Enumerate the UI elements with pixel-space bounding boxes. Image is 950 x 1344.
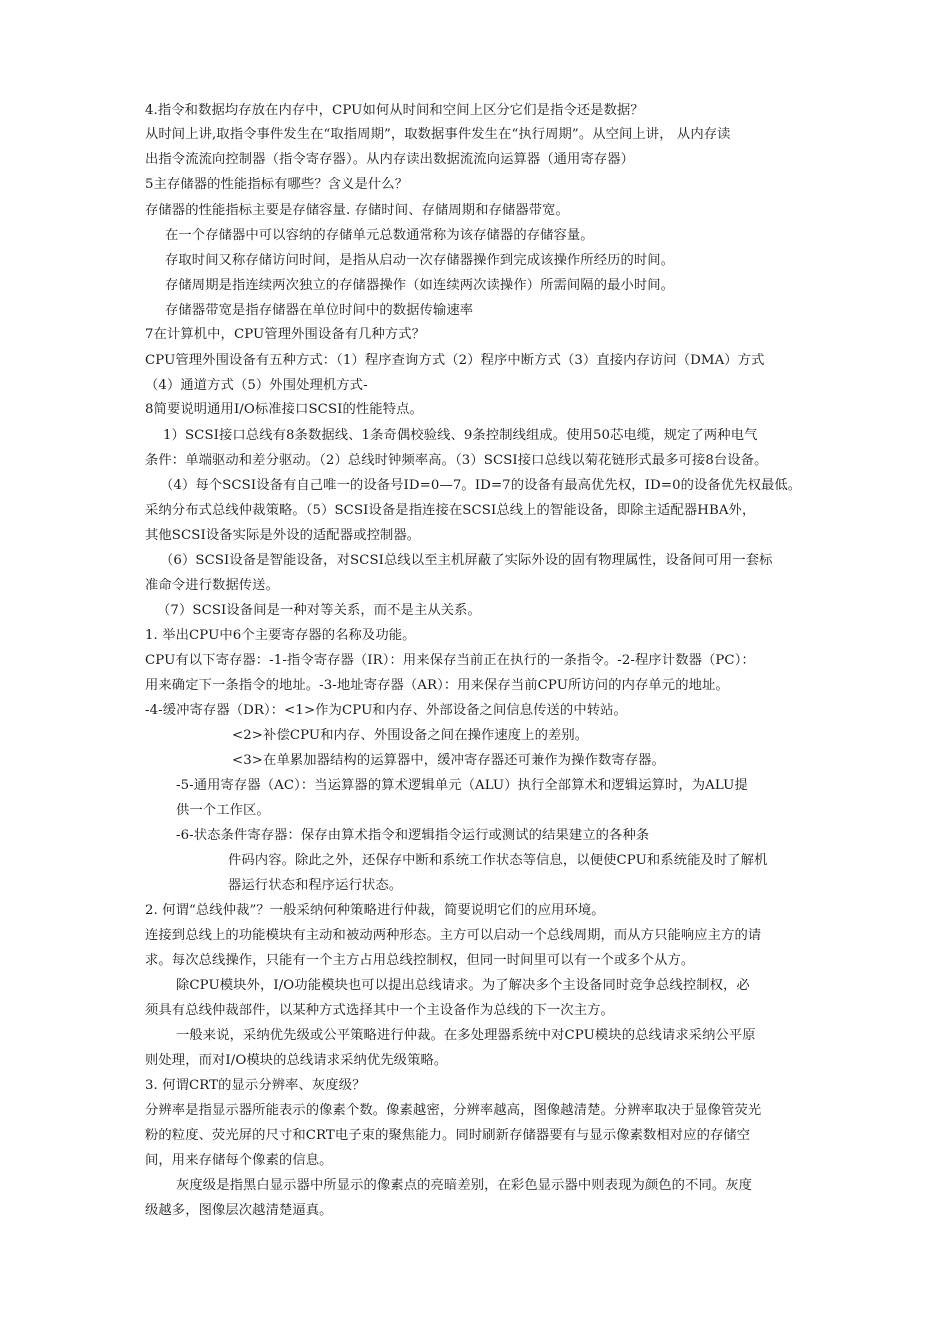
answer-line: -6-状态条件寄存器：保存由算术指令和逻辑指令运行或测试的结果建立的各种条 xyxy=(176,828,650,843)
answer-line: 条件：单端驱动和差分驱动。（2）总线时钟频率高。（3）SCSI接口总线以菊花链形式最多可接8台设备。 xyxy=(145,453,768,468)
answer-line: 分辨率是指显示器所能表示的像素个数。像素越密，分辨率越高，图像越清楚。分辨率取决于显像管荧光 xyxy=(145,1103,762,1118)
answer-line: 其他SCSI设备实际是外设的适配器或控制器。 xyxy=(145,528,421,543)
answer-line: 连接到总线上的功能模块有主动和被动两种形态。主方可以启动一个总线周期，而从方只能响应主方的请 xyxy=(145,928,762,943)
answer-line: -5-通用寄存器（AC）：当运算器的算术逻辑单元（ALU）执行全部算术和逻辑运算时，为ALU提 xyxy=(176,778,748,793)
question-heading-2: 2. 何谓“总线仲裁”？一般采纳何种策略进行仲裁，简要说明它们的应用环境。 xyxy=(145,903,605,918)
answer-line: 器运行状态和程序运行状态。 xyxy=(228,878,403,893)
answer-line: 粉的粒度、荧光屏的尺寸和CRT电子束的聚焦能力。同时刷新存储器要有与显示像素数相对应的存储空 xyxy=(145,1128,751,1143)
answer-line: 求。每次总线操作，只能有一个主方占用总线控制权，但同一时间里可以有一个或多个从方。 xyxy=(145,953,695,968)
answer-line: CPU管理外围设备有五种方式：（1）程序查询方式（2）程序中断方式（3）直接内存访问（DMA）方式 xyxy=(145,353,765,368)
answer-line: 则处理，而对I/O模块的总线请求采纳优先级策略。 xyxy=(145,1053,448,1068)
answer-line: 存储器带宽是指存储器在单位时间中的数据传输速率 xyxy=(165,303,474,318)
answer-line: （4）每个SCSI设备有自己唯一的设备号ID=0—7。ID=7的设备有最高优先权，ID=0的设备优先权最低。 xyxy=(160,478,802,493)
answer-line: 一般来说，采纳优先级或公平策略进行仲裁。在多处理器系统中对CPU模块的总线请求采纳公平原 xyxy=(176,1028,756,1043)
answer-line: （6）SCSI设备是智能设备，对SCSI总线以至主机屏蔽了实际外设的固有物理属性，设备间可用一套标 xyxy=(160,553,773,568)
answer-line: 灰度级是指黑白显示器中所显示的像素点的亮暗差别，在彩色显示器中则表现为颜色的不同。灰度 xyxy=(176,1178,753,1193)
answer-line: 供一个工作区。 xyxy=(176,803,270,818)
answer-line: 1）SCSI接口总线有8条数据线、1条奇偶校验线、9条控制线组成。使用50芯电缆，规定了两种电气 xyxy=(163,428,758,443)
answer-line: 除CPU模块外，I/O功能模块也可以提出总线请求。为了解决多个主设备同时竞争总线控制权，必 xyxy=(176,978,750,993)
question-heading-3: 3. 何谓CRT的显示分辨率、灰度级？ xyxy=(145,1078,366,1093)
answer-line: CPU有以下寄存器：-1-指令寄存器（IR）：用来保存当前正在执行的一条指令。-2-程序计数器（PC）： xyxy=(145,653,755,668)
answer-line: 准命令进行数据传送。 xyxy=(145,578,279,593)
answer-line: （7）SCSI设备间是一种对等关系，而不是主从关系。 xyxy=(157,603,481,618)
answer-line: 采纳分布式总线仲裁策略。（5）SCSI设备是指连接在SCSI总线上的智能设备，即除主适配器HBA外， xyxy=(145,503,756,518)
answer-line: <3>在单累加器结构的运算器中，缓冲寄存器还可兼作为操作数寄存器。 xyxy=(232,753,665,768)
answer-line: -4-缓冲寄存器（DR）：<1>作为CPU和内存、外部设备之间信息传送的中转站。 xyxy=(145,703,627,718)
answer-line: （4）通道方式（5）外围处理机方式- xyxy=(145,378,368,393)
question-heading-5: 5主存储器的性能指标有哪些？含义是什么？ xyxy=(145,177,409,192)
answer-line: <2>补偿CPU和内存、外围设备之间在操作速度上的差别。 xyxy=(232,728,589,743)
answer-line: 从时间上讲,取指令事件发生在“取指周期”，取数据事件发生在“执行周期”。从空间上讲， 从内存读 xyxy=(145,127,731,142)
question-heading-7: 7在计算机中，CPU管理外围设备有几种方式？ xyxy=(145,327,426,342)
answer-line: 件码内容。除此之外，还保存中断和系统工作状态等信息，以便使CPU和系统能及时了解机 xyxy=(228,853,768,868)
answer-line: 间，用来存储每个像素的信息。 xyxy=(145,1153,333,1168)
answer-line: 存取时间又称存储访问时间，是指从启动一次存储器操作到完成该操作所经历的时间。 xyxy=(165,253,675,268)
answer-line: 存储器的性能指标主要是存储容量. 存储时间、存储周期和存储器带宽。 xyxy=(145,203,569,218)
question-heading-8: 8简要说明通用I/O标准接口SCSI的性能特点。 xyxy=(145,402,423,417)
answer-line: 用来确定下一条指令的地址。-3-地址寄存器（AR）：用来保存当前CPU所访问的内存单元的地址。 xyxy=(145,678,729,693)
question-heading-4: 4.指令和数据均存放在内存中，CPU如何从时间和空间上区分它们是指令还是数据？ xyxy=(145,103,644,118)
question-heading-1: 1. 举出CPU中6个主要寄存器的名称及功能。 xyxy=(145,628,416,643)
answer-line: 级越多，图像层次越清楚逼真。 xyxy=(145,1203,333,1218)
answer-line: 出指令流流向控制器（指令寄存器）。从内存读出数据流流向运算器（通用寄存器） xyxy=(145,152,635,167)
answer-line: 须具有总线仲裁部件，以某种方式选择其中一个主设备作为总线的下一次主方。 xyxy=(145,1003,614,1018)
answer-line: 在一个存储器中可以容纳的存储单元总数通常称为该存储器的存储容量。 xyxy=(165,228,594,243)
answer-line: 存储周期是指连续两次独立的存储器操作（如连续两次读操作）所需间隔的最小时间。 xyxy=(165,278,675,293)
